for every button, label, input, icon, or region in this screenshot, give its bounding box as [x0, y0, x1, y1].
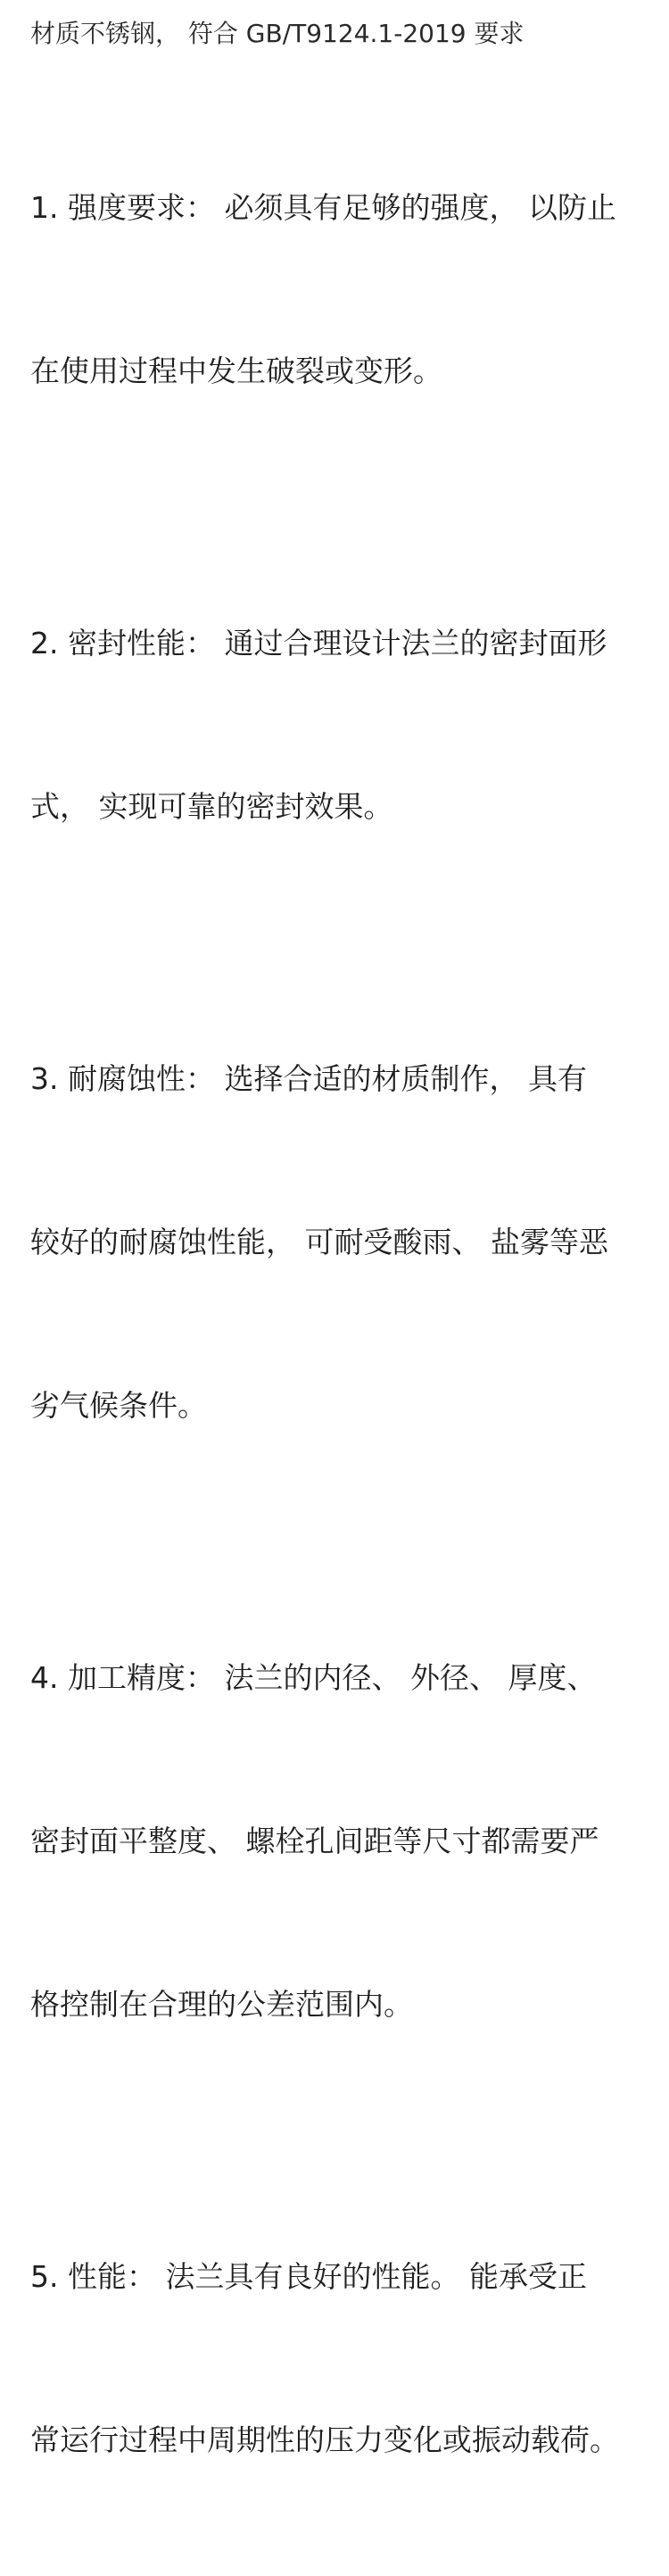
- requirement-line: 1. 强度要求： 必须具有足够的强度， 以防止: [30, 190, 616, 225]
- requirement-line: 劣气候条件。: [30, 1388, 207, 1423]
- requirement-item-3: [30, 943, 646, 1541]
- requirements-list: [30, 71, 646, 2576]
- requirement-line: 2. 密封性能： 通过合理设计法兰的密封面形: [30, 626, 607, 661]
- requirement-line: 式， 实现可靠的密封效果。: [30, 789, 393, 824]
- requirement-item-2: [30, 507, 646, 943]
- requirement-line: 3. 耐腐蚀性： 选择合适的材质制作， 具有: [30, 1061, 587, 1096]
- requirement-line: 4. 加工精度： 法兰的内径、 外径、 厚度、: [30, 1660, 597, 1695]
- requirement-line: 密封面平整度、 螺栓孔间距等尺寸都需要严: [30, 1824, 599, 1858]
- requirement-item-5: [30, 2140, 646, 2576]
- requirement-line: 在使用过程中发生破裂或变形。: [30, 353, 442, 388]
- requirement-item-1: [30, 71, 646, 507]
- material-intro: 材质不锈钢， 符合 GB/T9124.1-2019 要求: [30, 19, 524, 48]
- requirement-item-4: [30, 1541, 646, 2140]
- requirement-line: 5. 性能： 法兰具有良好的性能。 能承受正: [30, 2259, 587, 2294]
- requirement-line: 格控制在合理的公差范围内。: [30, 1987, 413, 2022]
- requirement-line: 较好的耐腐蚀性能， 可耐受酸雨、 盐雾等恶: [30, 1225, 608, 1259]
- requirement-line: 常运行过程中周期性的压力变化或振动载荷。: [30, 2422, 619, 2457]
